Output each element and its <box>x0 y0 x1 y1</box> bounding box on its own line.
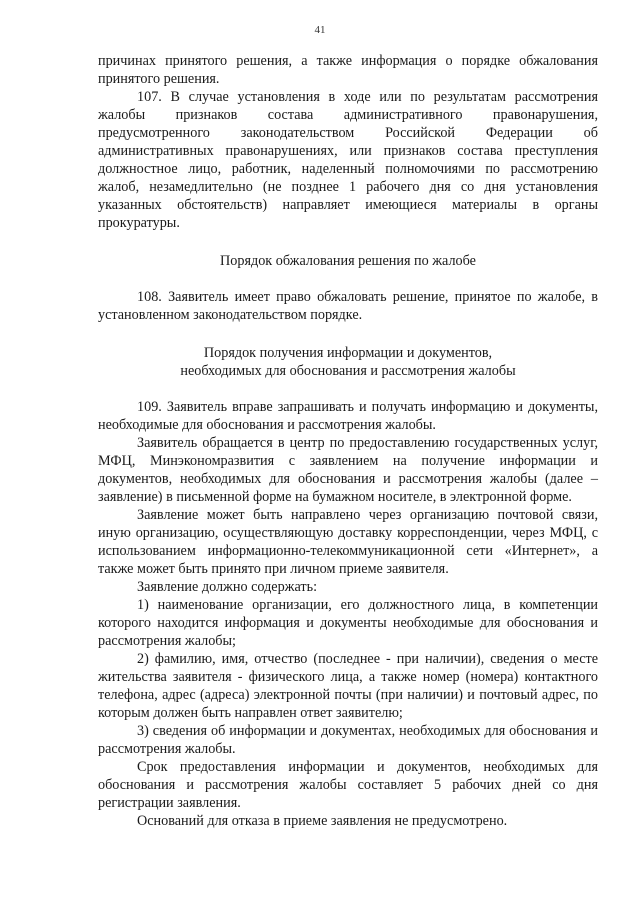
list-item-2: 2) фамилию, имя, отчество (последнее - при наличии), сведения о месте жительства заявителя - физического лица, а также номер (номера) контактного телефона, адрес (адреса) электронной почты (при наличии) и почтовый адрес, по которым должен быть направлен ответ заявителю; <box>98 651 598 721</box>
section-heading-appeal: Порядок обжалования решения по жалобе <box>220 253 476 269</box>
paragraph-109: 109. Заявитель вправе запрашивать и получать информацию и документы, необходимые для обоснования и рассмотрения жалобы. <box>98 399 598 433</box>
paragraph-109-contents: Заявление должно содержать: <box>137 579 318 595</box>
section-heading-documents-line1: Порядок получения информации и документов, <box>203 345 493 361</box>
document-body <box>98 52 598 830</box>
paragraph-continuation: причинах принятого решения, а также информация о порядке обжалования принятого решения. <box>98 53 598 87</box>
paragraph-109-no-refusal: Оснований для отказа в приеме заявления не предусмотрено. <box>137 813 508 829</box>
list-item-3: 3) сведения об информации и документах, необходимых для обоснования и рассмотрения жалобы. <box>98 723 598 757</box>
paragraph-109-application: Заявитель обращается в центр по предоставлению государственных услуг, МФЦ, Минэкономразвития с заявлением на получение информации и документов, необходимых для обоснования и рассмотрения жалобы (далее – заявление) в письменной форме на бумажном носителе, в электронной форме. <box>98 435 598 505</box>
section-heading-documents <box>98 344 598 380</box>
section-heading-documents-line2: необходимых для обоснования и рассмотрения жалобы <box>180 363 516 379</box>
page-number: 41 <box>314 24 326 36</box>
paragraph-107: 107. В случае установления в ходе или по результатам рассмотрения жалобы признаков состава административного правонарушения, предусмотренного законодательством Российской Федерации об административных правонарушениях, или признаков состава преступления должностное лицо, работник, наделенный полномочиями по рассмотрению жалоб, незамедлительно (не позднее 1 рабочего дня со дня установления указанных обстоятельств) направляет имеющиеся материалы в органы прокуратуры. <box>98 89 598 231</box>
paragraph-108: 108. Заявитель имеет право обжаловать решение, принятое по жалобе, в установленном законодательством порядке. <box>98 289 598 323</box>
paragraph-109-delivery: Заявление может быть направлено через организацию почтовой связи, иную организацию, осуществляющую доставку корреспонденции, через МФЦ, с использованием информационно-телекоммуникационной сети «Интернет», а также может быть принято при личном приеме заявителя. <box>98 507 598 577</box>
paragraph-109-deadline: Срок предоставления информации и документов, необходимых для обоснования и рассмотрения жалобы составляет 5 рабочих дней со дня регистрации заявления. <box>98 759 598 811</box>
list-item-1: 1) наименование организации, его должностного лица, в компетенции которого находится информация и документы необходимые для обоснования и рассмотрения жалобы; <box>98 597 598 649</box>
